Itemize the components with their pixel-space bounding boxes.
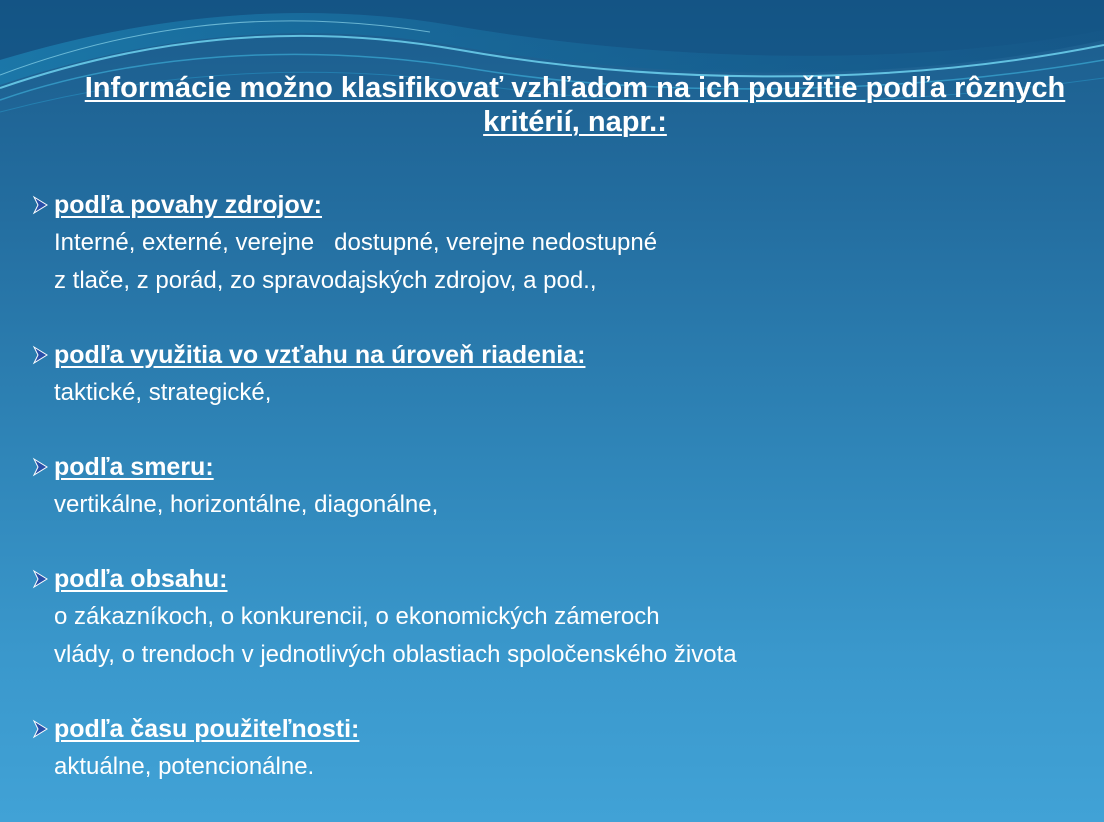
section-heading: podľa času použiteľnosti: xyxy=(54,714,360,743)
section-heading: podľa povahy zdrojov: xyxy=(54,190,322,219)
section-time-usability xyxy=(30,710,1080,786)
section-content xyxy=(30,560,1080,674)
section-text-line: o zákazníkoch, o konkurencii, o ekonomických zámeroch xyxy=(54,603,660,630)
slide-content xyxy=(30,186,1080,822)
section-heading-row xyxy=(30,186,1080,224)
section-text-line: taktické, strategické, xyxy=(54,379,272,406)
arrow-bullet-icon xyxy=(30,569,50,589)
arrow-bullet-icon xyxy=(30,195,50,215)
arrow-bullet-icon xyxy=(30,457,50,477)
section-heading: podľa využitia vo vzťahu na úroveň riadenia: xyxy=(54,340,586,369)
section-text-line: Interné, externé, verejne dostupné, verejne nedostupné xyxy=(54,229,658,256)
arrow-bullet-icon xyxy=(30,719,50,739)
section-heading-row xyxy=(30,560,1080,598)
section-text-line: vlády, o trendoch v jednotlivých oblastiach spoločenského života xyxy=(54,641,737,668)
section-management-level xyxy=(30,336,1080,412)
section-heading-row xyxy=(30,710,1080,748)
section-heading: podľa smeru: xyxy=(54,452,214,481)
section-heading-row xyxy=(30,336,1080,374)
arrow-bullet-icon xyxy=(30,345,50,365)
section-heading-row xyxy=(30,448,1080,486)
section-text-line: vertikálne, horizontálne, diagonálne, xyxy=(54,491,439,518)
section-nature-of-sources xyxy=(30,186,1080,300)
section-heading: podľa obsahu: xyxy=(54,564,228,593)
section-text-line: z tlače, z porád, zo spravodajských zdrojov, a pod., xyxy=(54,267,597,294)
section-text-line: aktuálne, potencionálne. xyxy=(54,753,315,780)
section-direction xyxy=(30,448,1080,524)
slide-title: Informácie možno klasifikovať vzhľadom na ich použitie podľa rôznych kritérií, napr.: xyxy=(84,72,1066,138)
